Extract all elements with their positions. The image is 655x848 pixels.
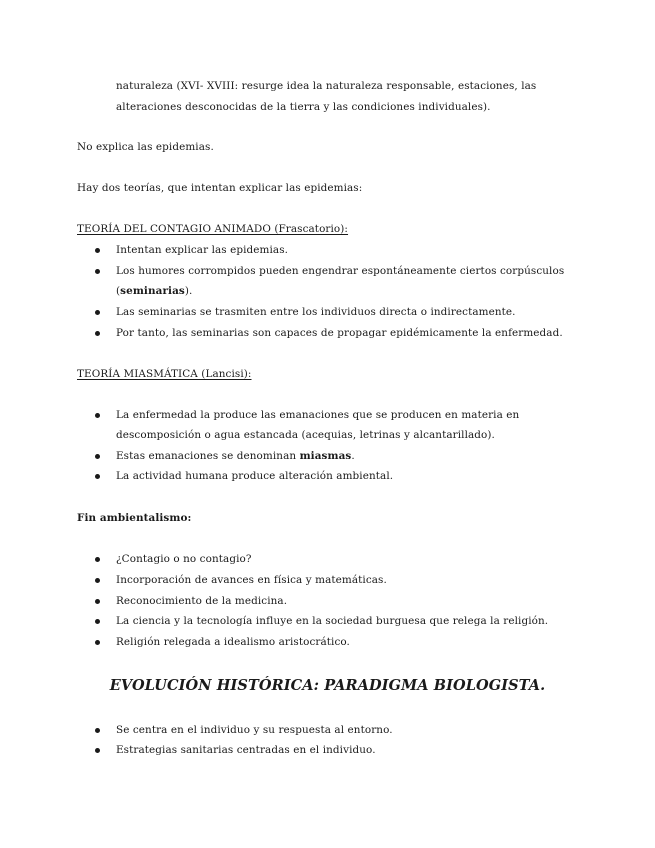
list-item-text: Por tanto, las seminarias son capaces de propagar epidémicamente la enfermedad.: [116, 327, 563, 339]
list-item-text: Reconocimiento de la medicina.: [116, 595, 288, 607]
bullet-icon: [95, 269, 100, 274]
heading-contagio-animado: TEORÍA DEL CONTAGIO ANIMADO (Frascatorio):: [77, 223, 349, 235]
term-miasmas: miasmas: [299, 450, 352, 462]
section-title-evolucion: EVOLUCIÓN HISTÓRICA: PARADIGMA BIOLOGISTA.: [109, 677, 546, 694]
list-item-continuation: descomposición o agua estancada (acequias, letrinas y alcantarillado).: [116, 429, 495, 441]
heading-fin-ambientalismo: Fin ambientalismo:: [77, 512, 192, 524]
list-item-text: Estrategias sanitarias centradas en el individuo.: [116, 744, 376, 756]
bullet-icon: [95, 310, 100, 315]
list-item-text: La actividad humana produce alteración ambiental.: [116, 470, 394, 482]
paren-open: (: [116, 285, 121, 297]
text-post: .: [351, 450, 355, 462]
list-item-text: La ciencia y la tecnología influye en la sociedad burguesa que relega la religión.: [116, 615, 549, 627]
intro-line-2: alteraciones desconocidas de la tierra y las condiciones individuales).: [116, 101, 491, 113]
bullet-icon: [95, 578, 100, 583]
bullet-icon: [95, 454, 100, 459]
paren-close: ).: [184, 285, 193, 297]
bullet-icon: [95, 619, 100, 624]
list-item-text: Religión relegada a idealismo aristocrático.: [116, 636, 350, 648]
list-item-text: [116, 449, 355, 463]
heading-miasmatica: TEORÍA MIASMÁTICA (Lancisi):: [77, 368, 252, 380]
bullet-icon: [95, 557, 100, 562]
list-item-text: Se centra en el individuo y su respuesta al entorno.: [116, 724, 393, 736]
text-pre: Estas emanaciones se denominan: [116, 450, 300, 462]
paragraph-no-explica: No explica las epidemias.: [77, 141, 214, 153]
list-item-text: La enfermedad la produce las emanaciones que se producen en materia en: [116, 409, 520, 421]
bullet-icon: [95, 248, 100, 253]
list-item-continuation: [116, 284, 192, 298]
list-item-text: Incorporación de avances en física y matemáticas.: [116, 574, 387, 586]
list-item-text: Intentan explicar las epidemias.: [116, 244, 289, 256]
bullet-icon: [95, 640, 100, 645]
bullet-icon: [95, 728, 100, 733]
list-item-text: ¿Contagio o no contagio?: [116, 553, 252, 565]
bullet-icon: [95, 748, 100, 753]
term-seminarias: seminarias: [120, 285, 185, 297]
paragraph-dos-teorias: Hay dos teorías, que intentan explicar las epidemias:: [77, 182, 363, 194]
bullet-icon: [95, 474, 100, 479]
list-item-text: Las seminarias se trasmiten entre los individuos directa o indirectamente.: [116, 306, 516, 318]
list-item-text: Los humores corrompidos pueden engendrar espontáneamente ciertos corpúsculos: [116, 265, 565, 277]
bullet-icon: [95, 413, 100, 418]
bullet-icon: [95, 331, 100, 336]
bullet-icon: [95, 599, 100, 604]
intro-line-1: naturaleza (XVI- XVIII: resurge idea la naturaleza responsable, estaciones, las: [116, 80, 537, 92]
